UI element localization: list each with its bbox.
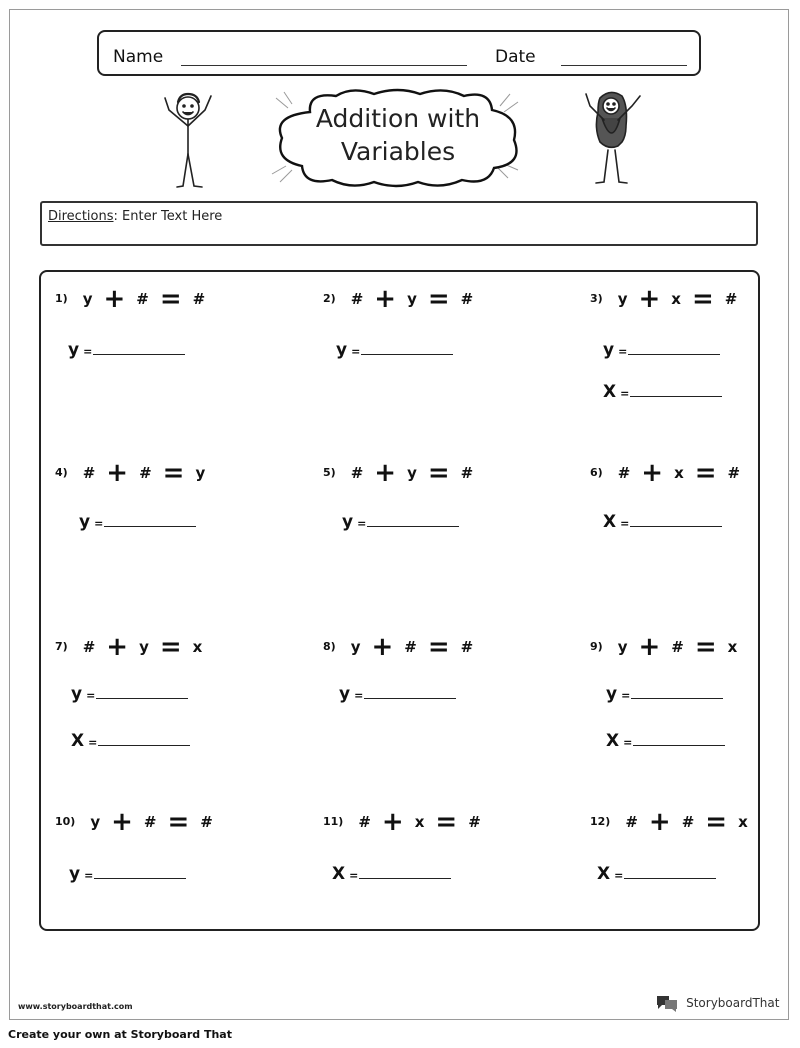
name-line[interactable] (181, 65, 467, 66)
answer-row (603, 382, 722, 402)
answer-variable: y (603, 340, 615, 360)
number-placeholder: # (404, 637, 417, 656)
equals-sign: = (705, 806, 728, 837)
answer-variable: X (603, 382, 617, 402)
problem-2 (323, 283, 480, 314)
plus-sign: + (638, 631, 661, 662)
problem-number: 4) (55, 466, 68, 479)
answer-equals: = (620, 387, 630, 400)
answer-row (71, 684, 188, 704)
variable-term: x (727, 637, 738, 656)
number-placeholder: # (82, 463, 96, 482)
answer-equals: = (351, 345, 361, 358)
plus-sign: + (374, 283, 397, 314)
bottom-note: Create your own at Storyboard That (8, 1028, 232, 1041)
title-line-2: Variables (340, 137, 456, 166)
answer-blank[interactable] (631, 697, 723, 699)
problem-11 (323, 806, 488, 837)
equals-sign: = (427, 283, 450, 314)
number-placeholder: # (460, 463, 474, 482)
equals-sign: = (694, 631, 717, 662)
answer-row (597, 864, 716, 884)
answer-equals: = (620, 517, 630, 530)
number-placeholder: # (617, 463, 631, 482)
problem-12 (590, 806, 755, 837)
plus-sign: + (648, 806, 671, 837)
variable-term: y (350, 637, 361, 656)
number-placeholder: # (671, 637, 684, 656)
answer-row (336, 340, 453, 360)
answer-blank[interactable] (96, 697, 188, 699)
equals-sign: = (427, 631, 450, 662)
directions-label: Directions (48, 209, 114, 224)
answer-row (342, 512, 459, 532)
answer-row (71, 731, 190, 751)
number-placeholder: # (468, 812, 481, 831)
problem-10 (55, 806, 220, 837)
plus-sign: + (371, 631, 394, 662)
number-placeholder: # (724, 289, 738, 308)
number-placeholder: # (350, 289, 364, 308)
equals-sign: = (162, 457, 185, 488)
footer-url: www.storyboardthat.com (18, 1002, 133, 1011)
problem-number: 1) (55, 292, 68, 305)
problem-number: 9) (590, 640, 603, 653)
equals-sign: = (694, 457, 717, 488)
answer-variable: X (71, 731, 85, 751)
answer-variable: X (606, 731, 620, 751)
problem-5 (323, 457, 480, 488)
storyboardthat-logo-icon (656, 994, 678, 1012)
answer-equals: = (354, 689, 364, 702)
problem-8 (323, 631, 480, 662)
problem-9 (590, 631, 744, 662)
variable-term: y (617, 289, 628, 308)
answer-blank[interactable] (624, 877, 716, 879)
problem-6 (590, 457, 747, 488)
answer-variable: y (342, 512, 354, 532)
answer-blank[interactable] (94, 877, 186, 879)
answer-variable: X (603, 512, 617, 532)
problem-number: 8) (323, 640, 336, 653)
equals-sign: = (427, 457, 450, 488)
number-placeholder: # (625, 812, 638, 831)
answer-variable: y (68, 340, 80, 360)
answer-row (606, 731, 725, 751)
problem-4 (55, 457, 212, 488)
storyboardthat-brand: StoryboardThat (686, 995, 780, 1010)
plus-sign: + (638, 283, 661, 314)
name-date-box (97, 30, 701, 76)
answer-variable: y (336, 340, 348, 360)
answer-row (79, 512, 196, 532)
problem-number: 11) (323, 815, 344, 828)
answer-row (606, 684, 723, 704)
answer-variable: y (69, 864, 81, 884)
answer-blank[interactable] (364, 697, 456, 699)
variable-term: x (192, 637, 203, 656)
number-placeholder: # (727, 463, 741, 482)
answer-row (339, 684, 456, 704)
variable-term: y (82, 289, 93, 308)
variable-term: y (195, 463, 206, 482)
number-placeholder: # (139, 463, 152, 482)
answer-variable: y (71, 684, 83, 704)
plus-sign: + (103, 283, 126, 314)
answer-blank[interactable] (359, 877, 451, 879)
plus-sign: + (641, 457, 664, 488)
number-placeholder: # (460, 289, 474, 308)
problem-number: 3) (590, 292, 603, 305)
variable-term: y (139, 637, 149, 656)
variable-term: x (738, 812, 748, 831)
answer-variable: X (332, 864, 346, 884)
problem-number: 2) (323, 292, 336, 305)
directions-box[interactable] (40, 201, 758, 246)
stick-figure-boy-icon (155, 88, 225, 190)
problem-number: 5) (323, 466, 336, 479)
plus-sign: + (106, 457, 129, 488)
answer-blank[interactable] (98, 744, 190, 746)
variable-term: y (407, 463, 417, 482)
answer-row (332, 864, 451, 884)
answer-equals: = (621, 689, 631, 702)
directions-text: : Enter Text Here (113, 209, 223, 224)
equals-sign: = (159, 631, 182, 662)
answer-equals: = (84, 869, 94, 882)
number-placeholder: # (358, 812, 371, 831)
answer-blank[interactable] (628, 353, 720, 355)
answer-blank[interactable] (633, 744, 725, 746)
answer-blank[interactable] (630, 525, 722, 527)
equals-sign: = (167, 806, 190, 837)
answer-row (68, 340, 185, 360)
variable-term: x (674, 463, 684, 482)
answer-equals: = (618, 345, 628, 358)
number-placeholder: # (143, 812, 157, 831)
problem-1 (55, 283, 212, 314)
number-placeholder: # (136, 289, 149, 308)
problem-7 (55, 631, 209, 662)
date-line[interactable] (561, 65, 687, 66)
plus-sign: + (106, 631, 129, 662)
answer-equals: = (357, 517, 367, 530)
number-placeholder: # (681, 812, 695, 831)
answer-equals: = (94, 517, 104, 530)
plus-sign: + (374, 457, 397, 488)
plus-sign: + (381, 806, 404, 837)
variable-term: x (414, 812, 425, 831)
variable-term: x (671, 289, 681, 308)
number-placeholder: # (82, 637, 96, 656)
answer-variable: y (606, 684, 618, 704)
problem-3 (590, 283, 744, 314)
problem-number: 7) (55, 640, 68, 653)
answer-variable: y (79, 512, 91, 532)
worksheet-title (262, 102, 534, 168)
answer-equals: = (349, 869, 359, 882)
equals-sign: = (435, 806, 458, 837)
answer-variable: X (597, 864, 611, 884)
equals-sign: = (691, 283, 714, 314)
stick-figure-girl-icon (578, 86, 648, 190)
answer-blank[interactable] (361, 353, 453, 355)
date-label: Date (495, 47, 536, 67)
answer-equals: = (88, 736, 98, 749)
plus-sign: + (111, 806, 133, 837)
answer-blank[interactable] (104, 525, 196, 527)
answer-variable: y (339, 684, 351, 704)
answer-equals: = (83, 345, 93, 358)
name-label: Name (113, 47, 164, 67)
answer-blank[interactable] (93, 353, 185, 355)
variable-term: y (90, 812, 101, 831)
number-placeholder: # (350, 463, 364, 482)
number-placeholder: # (192, 289, 206, 308)
problem-number: 10) (55, 815, 76, 828)
answer-blank[interactable] (367, 525, 459, 527)
number-placeholder: # (460, 637, 474, 656)
answer-equals: = (623, 736, 633, 749)
answer-row (69, 864, 186, 884)
answer-row (603, 340, 720, 360)
variable-term: y (407, 289, 417, 308)
answer-equals: = (86, 689, 96, 702)
variable-term: y (617, 637, 628, 656)
answer-equals: = (614, 869, 624, 882)
storyboardthat-logo (656, 992, 779, 1012)
problem-number: 6) (590, 466, 603, 479)
answer-row (603, 512, 722, 532)
answer-blank[interactable] (630, 395, 722, 397)
equals-sign: = (159, 283, 182, 314)
title-line-1: Addition with (315, 104, 481, 133)
problem-number: 12) (590, 815, 611, 828)
number-placeholder: # (200, 812, 213, 831)
